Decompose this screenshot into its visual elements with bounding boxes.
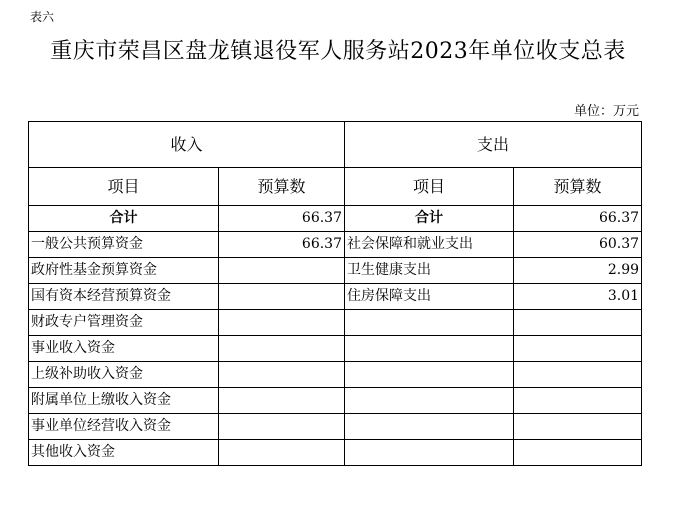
- expense-item-cell: [345, 388, 514, 414]
- income-total-label: 合计: [29, 206, 219, 232]
- expense-item-header: 项目: [345, 168, 514, 206]
- income-total-amount: 66.37: [219, 206, 345, 232]
- expense-item-cell: [345, 414, 514, 440]
- income-item-cell: 事业收入资金: [29, 336, 219, 362]
- table-row: [29, 310, 642, 336]
- expense-amount-cell: 3.01: [514, 284, 642, 310]
- income-item-cell: 附属单位上缴收入资金: [29, 388, 219, 414]
- income-amount-cell: [219, 258, 345, 284]
- income-item-cell: 事业单位经营收入资金: [29, 414, 219, 440]
- income-item-cell: 政府性基金预算资金: [29, 258, 219, 284]
- income-amount-cell: [219, 388, 345, 414]
- table-row: [29, 284, 642, 310]
- expense-item-cell: [345, 310, 514, 336]
- income-section-header: 收入: [29, 122, 345, 168]
- income-budget-header: 预算数: [219, 168, 345, 206]
- table-row: [29, 440, 642, 466]
- income-amount-cell: [219, 414, 345, 440]
- income-amount-cell: [219, 284, 345, 310]
- income-amount-cell: [219, 440, 345, 466]
- section-header-row: [29, 122, 642, 168]
- income-item-cell: 财政专户管理资金: [29, 310, 219, 336]
- expense-item-cell: [345, 440, 514, 466]
- table-row: [29, 388, 642, 414]
- expense-amount-cell: [514, 336, 642, 362]
- expense-total-label: 合计: [345, 206, 514, 232]
- income-amount-cell: [219, 362, 345, 388]
- column-header-row: [29, 168, 642, 206]
- table-row: [29, 258, 642, 284]
- expense-item-cell: 卫生健康支出: [345, 258, 514, 284]
- income-item-cell: 上级补助收入资金: [29, 362, 219, 388]
- expense-amount-cell: [514, 414, 642, 440]
- table-row: [29, 362, 642, 388]
- income-item-cell: 其他收入资金: [29, 440, 219, 466]
- table-row: [29, 414, 642, 440]
- table-row: [29, 232, 642, 258]
- expense-amount-cell: [514, 362, 642, 388]
- income-item-cell: 一般公共预算资金: [29, 232, 219, 258]
- income-item-cell: 国有资本经营预算资金: [29, 284, 219, 310]
- table-number-label: 表六: [30, 10, 55, 24]
- income-amount-cell: [219, 310, 345, 336]
- expense-amount-cell: 2.99: [514, 258, 642, 284]
- total-row: [29, 206, 642, 232]
- income-item-header: 项目: [29, 168, 219, 206]
- budget-summary-table: [28, 121, 642, 466]
- expense-amount-cell: 60.37: [514, 232, 642, 258]
- unit-label: 单位：万元: [573, 104, 639, 119]
- expense-section-header: 支出: [345, 122, 642, 168]
- expense-item-cell: 社会保障和就业支出: [345, 232, 514, 258]
- expense-item-cell: [345, 336, 514, 362]
- expense-amount-cell: [514, 310, 642, 336]
- income-amount-cell: 66.37: [219, 232, 345, 258]
- expense-budget-header: 预算数: [514, 168, 642, 206]
- income-amount-cell: [219, 336, 345, 362]
- table-row: [29, 336, 642, 362]
- expense-item-cell: 住房保障支出: [345, 284, 514, 310]
- expense-amount-cell: [514, 440, 642, 466]
- expense-total-amount: 66.37: [514, 206, 642, 232]
- page-title: 重庆市荣昌区盘龙镇退役军人服务站2023年单位收支总表: [50, 39, 626, 64]
- expense-item-cell: [345, 362, 514, 388]
- expense-amount-cell: [514, 388, 642, 414]
